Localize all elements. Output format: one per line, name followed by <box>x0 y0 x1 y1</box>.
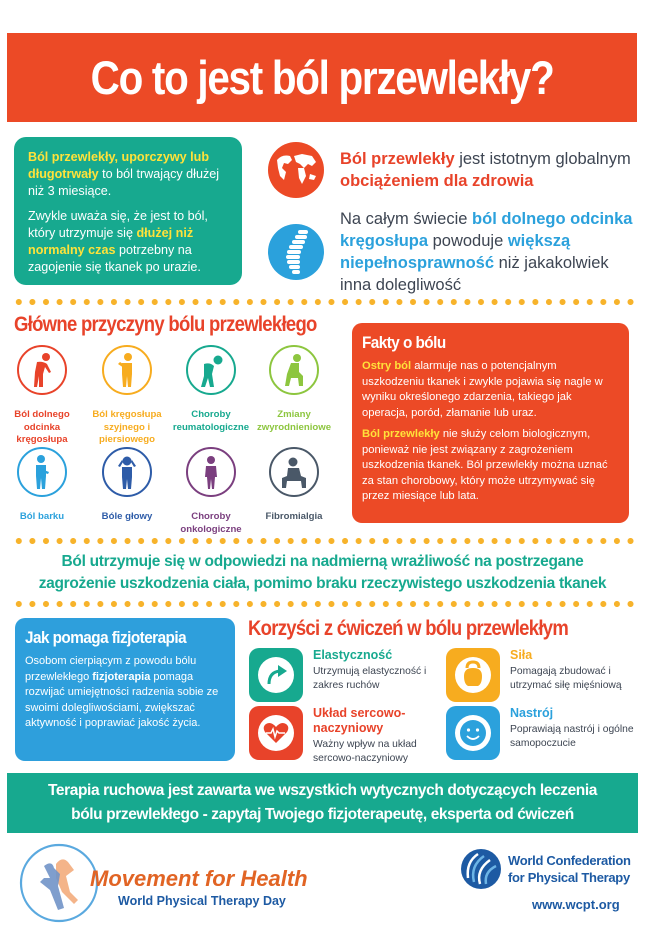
cause-lower-back: Ból dolnego odcinka kręgosłupa <box>2 345 82 447</box>
world-pt-day-subtitle: World Physical Therapy Day <box>118 894 286 908</box>
oncology-icon <box>186 447 236 497</box>
definition-paragraph-1: Ból przewlekły, uporczywy lub długotrwały to ból trwający dłużej niż 3 miesiące. <box>28 150 220 198</box>
wcpt-logo-icon <box>460 848 502 890</box>
lowback-fact-text: Na całym świecie ból dolnego odcinka kręgosłupa powoduje większą niepełnosprawność niż jakakolwiek inna dolegliwość <box>340 210 633 294</box>
degenerative-changes-icon <box>269 345 319 395</box>
cause-fibromyalgia: Fibromialgia <box>254 447 334 524</box>
dotted-separator <box>12 298 637 306</box>
heart-icon <box>249 706 303 760</box>
acute-pain-paragraph: Ostry ból alarmuje nas o potencjalnym uszkodzeniu tkanek i zwykle pojawia się nagle w wyniku określonego zdarzenia, takiego jak operacja, poród, złamanie lub uraz. <box>362 360 603 419</box>
cause-neck: Ból kręgosłupa szyjnego i piersiowego <box>87 345 167 447</box>
chronic-pain-paragraph: Ból przewlekły nie służy celom biologicznym, ponieważ nie jest związany z zagrożeniem uszkodzenia tkanek. Ból przewlekły można uznać za stan chorobowy, który może utrzymywać się przez miesiące lub lata. <box>362 428 608 502</box>
movement-for-health-logo <box>18 842 100 924</box>
page-title: Co to jest ból przewlekły? <box>90 51 554 104</box>
cause-oncology: Choroby onkologiczne <box>171 447 251 536</box>
title-banner <box>7 33 637 122</box>
rheumatic-disease-icon <box>186 345 236 395</box>
lower-back-pain-icon <box>17 345 67 395</box>
headache-icon <box>102 447 152 497</box>
movement-for-health-title: Movement for Health <box>90 866 308 891</box>
cause-headache: Bóle głowy <box>87 447 167 524</box>
global-fact-burden <box>268 142 638 198</box>
dotted-separator <box>12 537 637 545</box>
global-fact-text: Ból przewlekły jest istotnym globalnym obciążeniem dla zdrowia <box>340 150 631 190</box>
benefit-flexibility: Elastyczność Utrzymują elastyczność i zakres ruchów <box>249 648 439 702</box>
fibromyalgia-icon <box>269 447 319 497</box>
dotted-separator <box>12 600 637 608</box>
wcpt-website-link[interactable]: www.wcpt.org <box>532 897 620 912</box>
pain-facts-box <box>352 323 629 523</box>
definition-paragraph-2: Zwykle uważa się, że jest to ból, który utrzymuje się dłużej niż normalny czas potrzebny na zagojenie się tkanek po urazie. <box>28 209 208 274</box>
physio-paragraph: Osobom cierpiącym z powodu bólu przewlekłego fizjoterapia pomaga rozwijać umiejętności radzenia sobie ze swoimi dolegliwościami, zwiększać aktywność i poprawiać jakość życia. <box>25 655 219 730</box>
facts-title: Fakty o bólu <box>362 333 446 352</box>
spine-icon <box>268 224 324 280</box>
physiotherapy-box <box>15 618 235 761</box>
shoulder-pain-icon <box>17 447 67 497</box>
wcpt-name: World Confederation for Physical Therapy <box>508 853 631 885</box>
benefit-mood: Nastrój Poprawiają nastrój i ogólne samopoczucie <box>446 706 636 760</box>
smiley-icon <box>446 706 500 760</box>
arrow-icon <box>249 648 303 702</box>
cause-shoulder: Ból barku <box>2 447 82 524</box>
physio-title: Jak pomaga fizjoterapia <box>25 628 187 647</box>
cause-rheumatic: Choroby reumatologiczne <box>171 345 251 434</box>
global-fact-lowback <box>268 208 638 296</box>
causes-title: Główne przyczyny bólu przewlekłego <box>14 313 317 336</box>
sensitivity-statement: Ból utrzymuje się w odpowiedzi na nadmierną wrażliwość na postrzegane zagrożenie uszkodzenia ciała, pomimo braku rzeczywistego uszkodzenia tkanek <box>38 553 607 592</box>
benefits-title: Korzyści z ćwiczeń w bólu przewlekłym <box>248 617 569 640</box>
guidelines-banner: Terapia ruchowa jest zawarta we wszystkich wytycznych dotyczących leczenia bólu przewlekłego - zapytaj Twojego fizjoterapeutę, eksperta od ćwiczeń <box>7 773 638 833</box>
definition-box <box>14 137 242 285</box>
benefit-cardio: Układ sercowo-naczyniowy Ważny wpływ na układ sercowo-naczyniowy <box>249 706 439 765</box>
cause-degenerative: Zmiany zwyrodnieniowe <box>254 345 334 434</box>
neck-pain-icon <box>102 345 152 395</box>
globe-icon <box>268 142 324 198</box>
benefit-strength: Siła Pomagają zbudować i utrzymać siłę mięśniową <box>446 648 636 702</box>
kettlebell-icon <box>446 648 500 702</box>
